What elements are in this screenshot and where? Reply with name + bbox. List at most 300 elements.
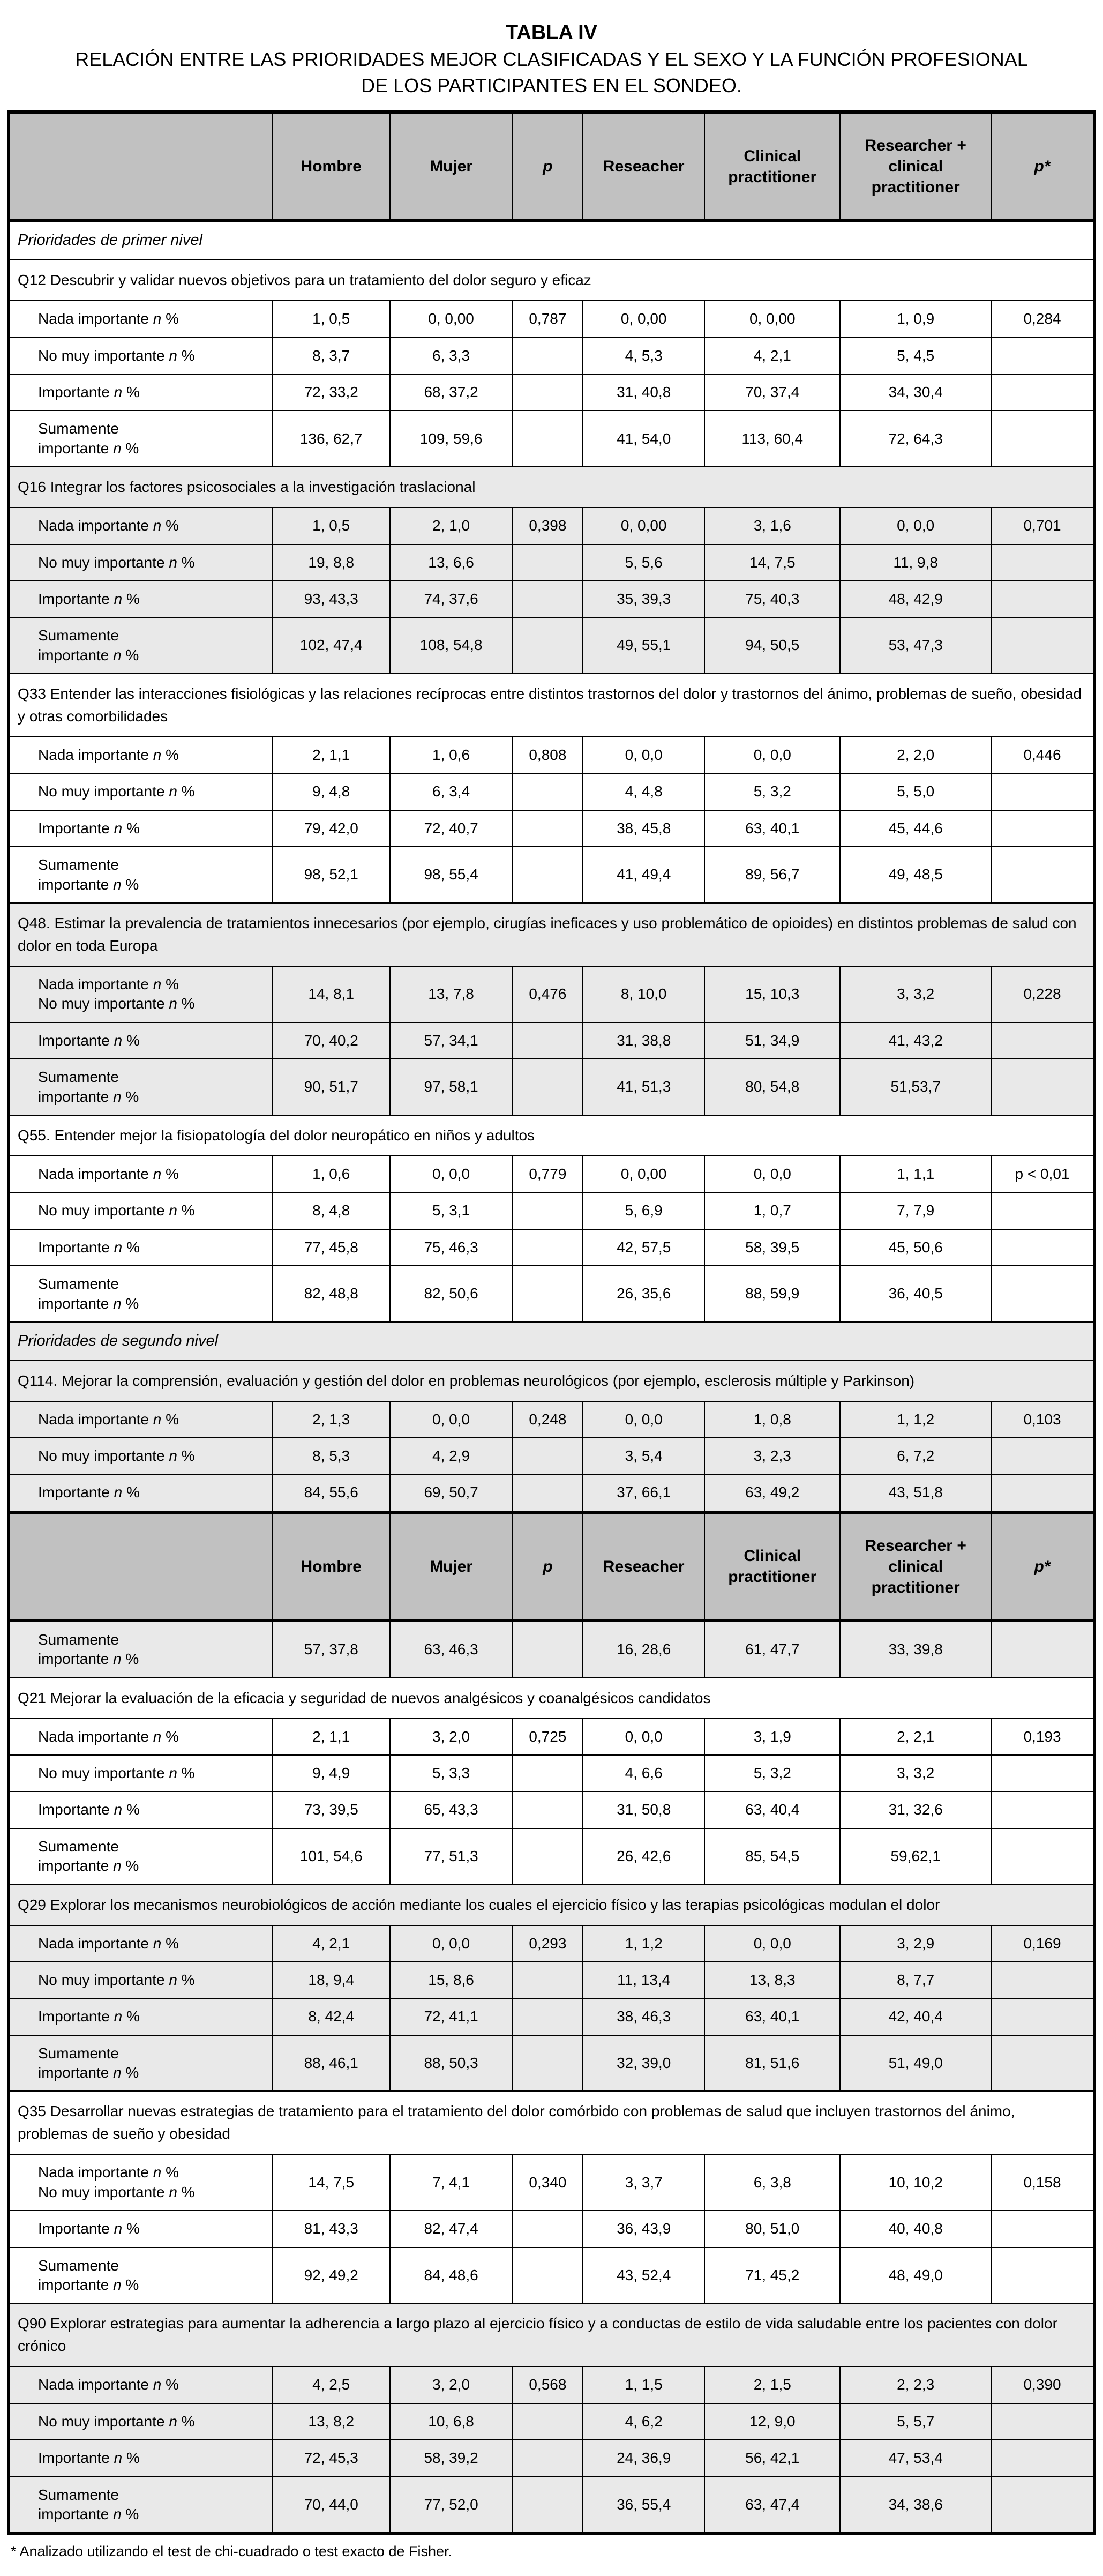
value-cell: 0,248	[513, 1401, 583, 1438]
table-row	[9, 1361, 1094, 1401]
value-cell: 36, 55,4	[583, 2477, 704, 2534]
value-cell: 0, 0,00	[583, 1156, 704, 1192]
value-cell	[991, 1998, 1094, 2035]
value-cell: 57, 34,1	[390, 1022, 513, 1059]
value-cell: 92, 49,2	[273, 2248, 390, 2304]
value-cell	[991, 1474, 1094, 1512]
row-label: Importante n %	[9, 1474, 273, 1512]
table-row	[9, 2091, 1094, 2154]
table-row	[9, 773, 1094, 810]
value-cell: 2, 2,0	[840, 737, 991, 773]
table-row	[9, 2403, 1094, 2440]
value-cell	[991, 1791, 1094, 1828]
value-cell: 2, 1,0	[390, 507, 513, 544]
value-cell	[991, 1059, 1094, 1115]
value-cell: 24, 36,9	[583, 2440, 704, 2476]
question-title: Q35 Desarrollar nuevas estrategias de tratamiento para el tratamiento del dolor comórbido con problemas de salud que incluyen trastornos del ánimo, problemas de sueño y obesidad	[9, 2091, 1094, 2154]
value-cell: 53, 47,3	[840, 617, 991, 674]
value-cell: 51, 49,0	[840, 2035, 991, 2092]
value-cell	[513, 2477, 583, 2534]
value-cell: 7, 7,9	[840, 1192, 991, 1229]
value-cell: 2, 1,3	[273, 1401, 390, 1438]
row-label: No muy importante n %	[9, 773, 273, 810]
value-cell: 1, 1,2	[840, 1401, 991, 1438]
value-cell: 12, 9,0	[704, 2403, 840, 2440]
value-cell: 5, 3,2	[704, 1755, 840, 1791]
value-cell	[513, 1192, 583, 1229]
table-row	[9, 221, 1094, 260]
column-header: Mujer	[390, 112, 513, 221]
value-cell	[513, 847, 583, 903]
value-cell	[513, 1474, 583, 1512]
value-cell	[513, 1998, 583, 2035]
table-row	[9, 1885, 1094, 1925]
value-cell: 31, 38,8	[583, 1022, 704, 1059]
value-cell: 19, 8,8	[273, 544, 390, 581]
value-cell: 0,779	[513, 1156, 583, 1192]
value-cell	[513, 410, 583, 467]
table-row	[9, 1925, 1094, 1962]
value-cell: 82, 47,4	[390, 2211, 513, 2247]
row-label: Nada importante n %	[9, 737, 273, 773]
value-cell: 57, 37,8	[273, 1621, 390, 1677]
value-cell: 51,53,7	[840, 1059, 991, 1115]
value-cell	[991, 338, 1094, 374]
value-cell	[513, 1755, 583, 1791]
value-cell: 6, 3,4	[390, 773, 513, 810]
value-cell: 77, 52,0	[390, 2477, 513, 2534]
value-cell: 4, 2,1	[704, 338, 840, 374]
value-cell: 13, 8,2	[273, 2403, 390, 2440]
row-label: Importante n %	[9, 2211, 273, 2247]
column-header: Clinical practitioner	[704, 112, 840, 221]
header-row	[9, 1512, 1094, 1621]
value-cell: 85, 54,5	[704, 1828, 840, 1885]
row-label: Importante n %	[9, 1229, 273, 1266]
table-title: TABLA IV	[506, 21, 597, 44]
row-label: Importante n %	[9, 374, 273, 410]
row-label: No muy importante n %	[9, 1755, 273, 1791]
caption-line-2: DE LOS PARTICIPANTES EN EL SONDEO.	[361, 74, 742, 96]
value-cell: 0, 0,00	[704, 301, 840, 337]
value-cell: p < 0,01	[991, 1156, 1094, 1192]
column-header: Researcher + clinical practitioner	[840, 112, 991, 221]
value-cell: 45, 44,6	[840, 810, 991, 847]
value-cell: 0, 0,00	[583, 301, 704, 337]
row-label: Nada importante n %	[9, 1156, 273, 1192]
value-cell: 5, 6,9	[583, 1192, 704, 1229]
value-cell	[513, 2403, 583, 2440]
footnote: * Analizado utilizando el test de chi-cuadrado o test exacto de Fisher.	[11, 2543, 453, 2560]
value-cell: 1, 0,7	[704, 1192, 840, 1229]
section-title: Prioridades de segundo nivel	[9, 1322, 1094, 1361]
value-cell: 113, 60,4	[704, 410, 840, 467]
value-cell: 72, 45,3	[273, 2440, 390, 2476]
value-cell: 89, 56,7	[704, 847, 840, 903]
table-row	[9, 1229, 1094, 1266]
value-cell: 0, 0,0	[390, 1925, 513, 1962]
value-cell: 0, 0,0	[704, 737, 840, 773]
table-row	[9, 1719, 1094, 1755]
value-cell	[991, 2477, 1094, 2534]
value-cell: 47, 53,4	[840, 2440, 991, 2476]
value-cell: 14, 7,5	[704, 544, 840, 581]
value-cell: 72, 33,2	[273, 374, 390, 410]
value-cell	[991, 2403, 1094, 2440]
value-cell: 0, 0,0	[840, 507, 991, 544]
value-cell: 72, 40,7	[390, 810, 513, 847]
value-cell: 77, 45,8	[273, 1229, 390, 1266]
value-cell: 3, 1,9	[704, 1719, 840, 1755]
value-cell: 3, 2,3	[704, 1438, 840, 1474]
value-cell: 2, 1,5	[704, 2366, 840, 2403]
section-title: Prioridades de primer nivel	[9, 221, 1094, 260]
row-label: Sumamente importante n %	[9, 2035, 273, 2092]
table-caption	[7, 14, 1096, 110]
value-cell: 1, 1,1	[840, 1156, 991, 1192]
table-row	[9, 2477, 1094, 2534]
value-cell: 41, 43,2	[840, 1022, 991, 1059]
value-cell: 0, 0,0	[704, 1925, 840, 1962]
value-cell: 45, 50,6	[840, 1229, 991, 1266]
value-cell: 26, 35,6	[583, 1266, 704, 1322]
value-cell: 82, 48,8	[273, 1266, 390, 1322]
row-label: No muy importante n %	[9, 1438, 273, 1474]
value-cell	[991, 810, 1094, 847]
value-cell: 88, 46,1	[273, 2035, 390, 2092]
column-header: Reseacher	[583, 112, 704, 221]
value-cell: 5, 3,2	[704, 773, 840, 810]
value-cell: 4, 6,6	[583, 1755, 704, 1791]
value-cell	[991, 1266, 1094, 1322]
table-row	[9, 410, 1094, 467]
table-row	[9, 507, 1094, 544]
value-cell: 14, 8,1	[273, 966, 390, 1022]
value-cell: 77, 51,3	[390, 1828, 513, 1885]
value-cell: 69, 50,7	[390, 1474, 513, 1512]
value-cell: 5, 4,5	[840, 338, 991, 374]
value-cell: 0,158	[991, 2154, 1094, 2211]
value-cell: 2, 1,1	[273, 1719, 390, 1755]
value-cell: 0,446	[991, 737, 1094, 773]
value-cell: 31, 50,8	[583, 1791, 704, 1828]
column-header: Clinical practitioner	[704, 1512, 840, 1621]
value-cell: 81, 51,6	[704, 2035, 840, 2092]
value-cell: 1, 0,5	[273, 301, 390, 337]
value-cell: 2, 1,1	[273, 737, 390, 773]
value-cell	[991, 2211, 1094, 2247]
value-cell: 6, 3,8	[704, 2154, 840, 2211]
row-label: No muy importante n %	[9, 2403, 273, 2440]
value-cell	[513, 2035, 583, 2092]
value-cell: 73, 39,5	[273, 1791, 390, 1828]
value-cell: 0, 0,00	[390, 301, 513, 337]
table-row	[9, 1438, 1094, 1474]
value-cell: 15, 10,3	[704, 966, 840, 1022]
value-cell	[991, 617, 1094, 674]
value-cell: 0,340	[513, 2154, 583, 2211]
table-row	[9, 1266, 1094, 1322]
value-cell: 5, 3,3	[390, 1755, 513, 1791]
value-cell: 49, 48,5	[840, 847, 991, 903]
value-cell: 7, 4,1	[390, 2154, 513, 2211]
value-cell: 2, 2,3	[840, 2366, 991, 2403]
value-cell	[991, 1962, 1094, 1998]
value-cell: 63, 40,1	[704, 1998, 840, 2035]
table-row	[9, 737, 1094, 773]
table-row	[9, 1022, 1094, 1059]
value-cell: 3, 3,2	[840, 966, 991, 1022]
value-cell: 0,787	[513, 301, 583, 337]
value-cell	[513, 374, 583, 410]
value-cell: 65, 43,3	[390, 1791, 513, 1828]
value-cell: 5, 5,6	[583, 544, 704, 581]
value-cell: 3, 3,7	[583, 2154, 704, 2211]
value-cell: 58, 39,2	[390, 2440, 513, 2476]
value-cell: 3, 3,2	[840, 1755, 991, 1791]
row-label: No muy importante n %	[9, 544, 273, 581]
value-cell: 70, 44,0	[273, 2477, 390, 2534]
table-row	[9, 903, 1094, 966]
value-cell: 3, 2,0	[390, 1719, 513, 1755]
value-cell: 10, 10,2	[840, 2154, 991, 2211]
value-cell: 102, 47,4	[273, 617, 390, 674]
row-label: Sumamente importante n %	[9, 410, 273, 467]
value-cell	[513, 1438, 583, 1474]
value-cell: 9, 4,9	[273, 1755, 390, 1791]
value-cell	[513, 2440, 583, 2476]
row-label: Nada importante n %	[9, 1401, 273, 1438]
value-cell: 4, 2,1	[273, 1925, 390, 1962]
table-row	[9, 617, 1094, 674]
value-cell	[991, 1621, 1094, 1677]
value-cell: 41, 54,0	[583, 410, 704, 467]
results-table	[7, 110, 1096, 2535]
value-cell: 93, 43,3	[273, 581, 390, 617]
value-cell: 0,169	[991, 1925, 1094, 1962]
value-cell: 61, 47,7	[704, 1621, 840, 1677]
value-cell: 80, 54,8	[704, 1059, 840, 1115]
value-cell: 34, 30,4	[840, 374, 991, 410]
value-cell	[513, 1962, 583, 1998]
value-cell: 8, 3,7	[273, 338, 390, 374]
value-cell	[513, 1229, 583, 1266]
table-row	[9, 1621, 1094, 1677]
value-cell: 38, 45,8	[583, 810, 704, 847]
value-cell: 15, 8,6	[390, 1962, 513, 1998]
value-cell: 10, 6,8	[390, 2403, 513, 2440]
value-cell: 43, 52,4	[583, 2248, 704, 2304]
column-header	[9, 112, 273, 221]
value-cell: 4, 5,3	[583, 338, 704, 374]
question-title: Q90 Explorar estrategias para aumentar la adherencia a largo plazo al ejercicio físico y a conductas de estilo de vida saludable entre los pacientes con dolor crónico	[9, 2303, 1094, 2366]
value-cell: 108, 54,8	[390, 617, 513, 674]
table-row	[9, 810, 1094, 847]
table-row	[9, 2440, 1094, 2476]
table-row	[9, 374, 1094, 410]
table-row	[9, 1755, 1094, 1791]
value-cell: 0,103	[991, 1401, 1094, 1438]
question-title: Q114. Mejorar la comprensión, evaluación y gestión del dolor en problemas neurológicos (por ejemplo, esclerosis múltiple y Parkinson)	[9, 1361, 1094, 1401]
value-cell	[991, 773, 1094, 810]
value-cell: 4, 6,2	[583, 2403, 704, 2440]
row-label: Sumamente importante n %	[9, 617, 273, 674]
value-cell: 63, 46,3	[390, 1621, 513, 1677]
column-header: p*	[991, 1512, 1094, 1621]
question-title: Q21 Mejorar la evaluación de la eficacia y seguridad de nuevos analgésicos y coanalgésicos candidatos	[9, 1678, 1094, 1719]
column-header: p	[513, 1512, 583, 1621]
question-title: Q48. Estimar la prevalencia de tratamientos innecesarios (por ejemplo, cirugías ineficaces y uso problemático de opioides) en distintos problemas de salud con dolor en toda Europa	[9, 903, 1094, 966]
value-cell: 8, 42,4	[273, 1998, 390, 2035]
value-cell	[991, 374, 1094, 410]
value-cell: 0,193	[991, 1719, 1094, 1755]
value-cell: 1, 0,5	[273, 507, 390, 544]
row-label: Sumamente importante n %	[9, 1059, 273, 1115]
value-cell	[991, 544, 1094, 581]
value-cell: 4, 2,5	[273, 2366, 390, 2403]
table-row	[9, 674, 1094, 737]
value-cell	[991, 1229, 1094, 1266]
value-cell: 82, 50,6	[390, 1266, 513, 1322]
value-cell: 14, 7,5	[273, 2154, 390, 2211]
value-cell	[991, 581, 1094, 617]
row-label: Importante n %	[9, 2440, 273, 2476]
column-header: Hombre	[273, 1512, 390, 1621]
value-cell	[513, 1621, 583, 1677]
value-cell	[991, 1022, 1094, 1059]
table-row	[9, 1474, 1094, 1512]
value-cell: 1, 0,6	[390, 737, 513, 773]
value-cell: 40, 40,8	[840, 2211, 991, 2247]
value-cell: 49, 55,1	[583, 617, 704, 674]
value-cell: 0, 0,0	[583, 1401, 704, 1438]
value-cell: 88, 59,9	[704, 1266, 840, 1322]
value-cell: 101, 54,6	[273, 1828, 390, 1885]
value-cell: 0,568	[513, 2366, 583, 2403]
column-header: p	[513, 112, 583, 221]
value-cell: 31, 40,8	[583, 374, 704, 410]
table-row	[9, 1156, 1094, 1192]
row-label: Sumamente importante n %	[9, 1621, 273, 1677]
value-cell: 38, 46,3	[583, 1998, 704, 2035]
value-cell: 13, 8,3	[704, 1962, 840, 1998]
value-cell: 90, 51,7	[273, 1059, 390, 1115]
row-label: Importante n %	[9, 581, 273, 617]
value-cell: 75, 46,3	[390, 1229, 513, 1266]
question-title: Q55. Entender mejor la fisiopatología del dolor neuropático en niños y adultos	[9, 1115, 1094, 1156]
value-cell: 8, 10,0	[583, 966, 704, 1022]
value-cell: 0, 0,0	[390, 1401, 513, 1438]
value-cell: 70, 37,4	[704, 374, 840, 410]
row-label: Sumamente importante n %	[9, 847, 273, 903]
row-label: Nada importante n %	[9, 1719, 273, 1755]
caption-line-1: RELACIÓN ENTRE LAS PRIORIDADES MEJOR CLASIFICADAS Y EL SEXO Y LA FUNCIÓN PROFESIONAL	[75, 48, 1028, 71]
value-cell: 1, 1,5	[583, 2366, 704, 2403]
row-label: Sumamente importante n %	[9, 2477, 273, 2534]
value-cell: 74, 37,6	[390, 581, 513, 617]
value-cell: 0, 0,0	[390, 1156, 513, 1192]
row-label: Nada importante n %	[9, 301, 273, 337]
value-cell: 34, 38,6	[840, 2477, 991, 2534]
value-cell	[513, 773, 583, 810]
table-row	[9, 2366, 1094, 2403]
value-cell	[513, 581, 583, 617]
row-label: Nada importante n % No muy importante n %	[9, 2154, 273, 2211]
table-row	[9, 2154, 1094, 2211]
table-row	[9, 1828, 1094, 1885]
value-cell: 4, 2,9	[390, 1438, 513, 1474]
value-cell: 0, 0,0	[583, 737, 704, 773]
value-cell: 84, 48,6	[390, 2248, 513, 2304]
value-cell: 6, 3,3	[390, 338, 513, 374]
value-cell: 0,476	[513, 966, 583, 1022]
question-title: Q16 Integrar los factores psicosociales a la investigación traslacional	[9, 467, 1094, 507]
table-row	[9, 2248, 1094, 2304]
value-cell	[991, 2248, 1094, 2304]
value-cell: 0,398	[513, 507, 583, 544]
value-cell: 75, 40,3	[704, 581, 840, 617]
value-cell: 68, 37,2	[390, 374, 513, 410]
table-row	[9, 1115, 1094, 1156]
value-cell: 11, 13,4	[583, 1962, 704, 1998]
value-cell: 6, 7,2	[840, 1438, 991, 1474]
row-label: Sumamente importante n %	[9, 1266, 273, 1322]
value-cell	[513, 1059, 583, 1115]
table-row	[9, 301, 1094, 337]
value-cell: 94, 50,5	[704, 617, 840, 674]
value-cell: 72, 41,1	[390, 1998, 513, 2035]
value-cell: 16, 28,6	[583, 1621, 704, 1677]
value-cell: 2, 2,1	[840, 1719, 991, 1755]
value-cell: 3, 5,4	[583, 1438, 704, 1474]
table-row	[9, 1791, 1094, 1828]
table-row	[9, 1401, 1094, 1438]
value-cell: 36, 43,9	[583, 2211, 704, 2247]
table-row	[9, 1998, 1094, 2035]
row-label: Nada importante n %	[9, 1925, 273, 1962]
value-cell: 13, 7,8	[390, 966, 513, 1022]
value-cell	[513, 617, 583, 674]
value-cell: 35, 39,3	[583, 581, 704, 617]
row-label: No muy importante n %	[9, 338, 273, 374]
value-cell	[513, 1266, 583, 1322]
column-header: Reseacher	[583, 1512, 704, 1621]
table-row	[9, 2035, 1094, 2092]
question-title: Q29 Explorar los mecanismos neurobiológicos de acción mediante los cuales el ejercicio físico y las terapias psicológicas modulan el dolor	[9, 1885, 1094, 1925]
value-cell: 5, 3,1	[390, 1192, 513, 1229]
value-cell: 42, 40,4	[840, 1998, 991, 2035]
value-cell: 32, 39,0	[583, 2035, 704, 2092]
value-cell: 84, 55,6	[273, 1474, 390, 1512]
value-cell: 0, 0,0	[583, 1719, 704, 1755]
column-header	[9, 1512, 273, 1621]
value-cell: 33, 39,8	[840, 1621, 991, 1677]
row-label: Nada importante n % No muy importante n %	[9, 966, 273, 1022]
value-cell: 109, 59,6	[390, 410, 513, 467]
table-row	[9, 260, 1094, 301]
value-cell	[513, 1828, 583, 1885]
value-cell: 136, 62,7	[273, 410, 390, 467]
value-cell: 0,228	[991, 966, 1094, 1022]
value-cell: 26, 42,6	[583, 1828, 704, 1885]
value-cell: 13, 6,6	[390, 544, 513, 581]
value-cell: 42, 57,5	[583, 1229, 704, 1266]
value-cell: 3, 1,6	[704, 507, 840, 544]
value-cell: 43, 51,8	[840, 1474, 991, 1512]
value-cell: 18, 9,4	[273, 1962, 390, 1998]
value-cell: 98, 55,4	[390, 847, 513, 903]
value-cell: 8, 5,3	[273, 1438, 390, 1474]
